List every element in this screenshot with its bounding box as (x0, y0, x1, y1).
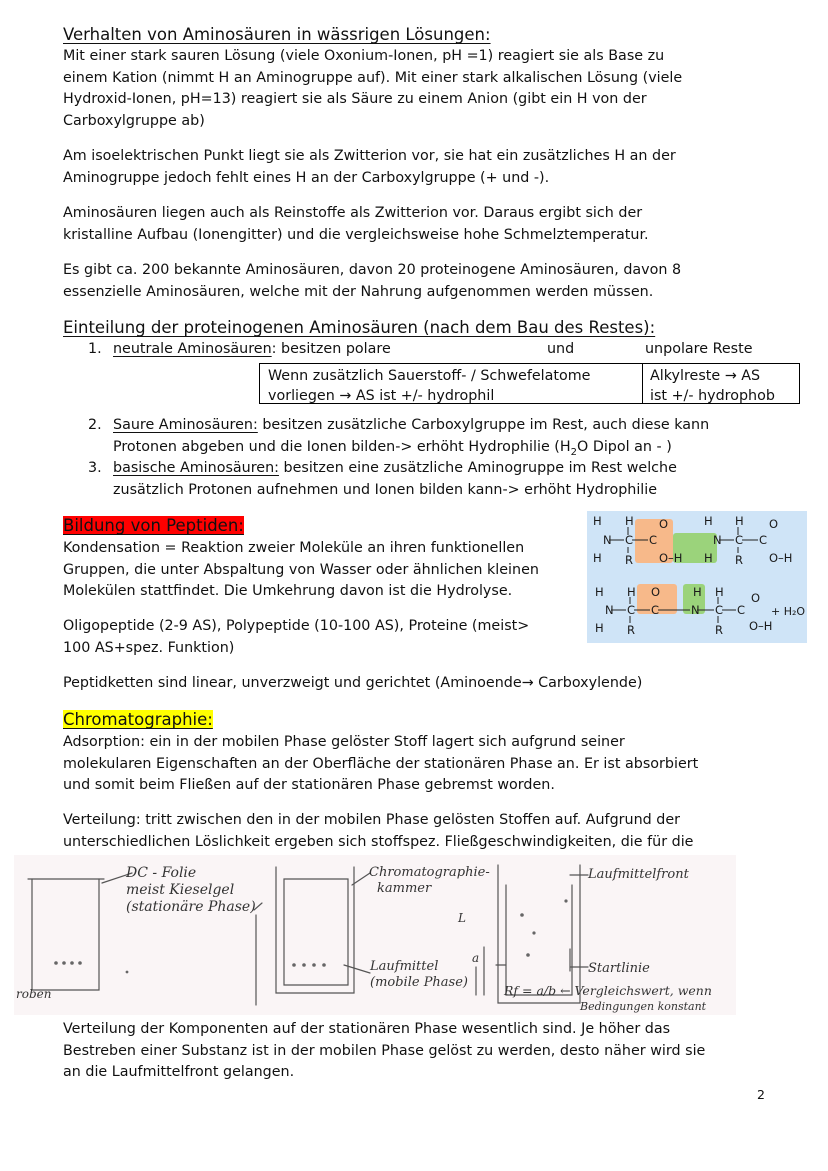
link-neutrale-aminosaeuren: neutrale Aminosäuren (113, 341, 272, 357)
heading-verhalten: Verhalten von Aminosäuren in wässrigen Lösungen: (63, 25, 491, 44)
label-laufmittelfront: Laufmittelfront (588, 867, 689, 882)
text-line: Carboxylgruppe ab) (63, 112, 205, 129)
text-line: Alkylreste → AS (650, 368, 761, 384)
text-line: kammer (377, 881, 432, 896)
text: O Dipol an - ) (577, 438, 672, 455)
atom-label: N (603, 533, 612, 547)
atom-label: N (605, 603, 614, 617)
table-cell-hydrophob (642, 363, 800, 404)
atom-label: C (715, 603, 724, 617)
paragraph-verteilung (63, 810, 763, 853)
table-cell-hydrophil (259, 363, 643, 404)
atom-label: H (715, 585, 724, 599)
label-mark-l: L (458, 911, 466, 925)
atom-label: C (737, 603, 746, 617)
text-line: 100 AS+spez. Funktion) (63, 639, 235, 656)
label-bedingungen: Bedingungen konstant (580, 1000, 707, 1013)
label-rf-formula: Rf = a/b ← Vergleichswert, wenn (504, 983, 712, 998)
atom-label: R (735, 553, 743, 567)
label-laufmittel (370, 959, 468, 991)
list-number: 2. (88, 417, 102, 433)
atom-label: H (627, 585, 636, 599)
peptide-bond-illustration (587, 511, 807, 643)
paragraph-reinstoffe (63, 203, 763, 246)
text-line: Aminogruppe jedoch fehlt eines H an der Carboxylgruppe (+ und -). (63, 169, 550, 186)
atom-label: O (769, 517, 779, 531)
text-unpolare-reste: unpolare Reste (645, 341, 753, 357)
heading-text: Chromatographie: (63, 710, 213, 729)
text-line: ist +/- hydrophob (650, 388, 775, 404)
text-line: Gruppen, die unter Abspaltung von Wasser oder ähnlichen kleinen (63, 561, 539, 578)
heading-text: Bildung von Peptiden: (63, 516, 244, 535)
text-line: Laufmittel (370, 959, 439, 974)
atom-label: C (759, 533, 768, 547)
atom-label: C (649, 533, 658, 547)
text-line: Kondensation = Reaktion zweier Moleküle an ihren funktionellen (63, 540, 525, 556)
paragraph-saure-alkalische (63, 46, 763, 132)
bond-lines (587, 511, 807, 643)
atom-label: H (593, 551, 602, 565)
text-und: und (547, 341, 575, 357)
paragraph-verteilung-fortsetzung (63, 1019, 763, 1084)
text-line: Hydroxid-Ionen, pH=13) reagiert sie als Säure zu einem Anion (gibt ein H von der (63, 91, 647, 107)
text: : besitzen polare (271, 341, 391, 357)
text-line: (mobile Phase) (370, 975, 468, 990)
text-line: (stationäre Phase) (126, 899, 256, 915)
paragraph-adsorption (63, 732, 763, 797)
list-item-basische (88, 458, 788, 501)
text-line: Wenn zusätzlich Sauerstoff- / Schwefelatome (268, 368, 591, 384)
atom-label: O–H (769, 551, 793, 565)
text-line: Bestreben einer Substanz ist in der mobilen Phase gelöst zu werden, desto näher wird sie (63, 1042, 706, 1059)
text-line: molekularen Eigenschaften an der Oberfläche der stationären Phase an. Er ist absorbiert (63, 755, 699, 772)
atom-label: N (691, 603, 700, 617)
text: zusätzlich Protonen aufnehmen und Ionen bilden kann-> erhöht Hydrophilie (113, 481, 658, 498)
atom-label: O (751, 591, 761, 605)
water-label: + H₂O (771, 605, 806, 618)
text-line: Chromatographie- (369, 865, 490, 880)
paragraph-isoelektrisch (63, 146, 763, 189)
text-line: unterschiedlichen Löslichkeit ergeben sich stoffspez. Fließgeschwindigkeiten, die für die (63, 833, 694, 850)
atom-label: H (704, 551, 713, 565)
text-line: Verteilung der Komponenten auf der stationären Phase wesentlich sind. Je höher das (63, 1021, 671, 1037)
atom-label: C (627, 603, 636, 617)
text-line: Molekülen stattfindet. Die Umkehrung davon ist die Hydrolyse. (63, 583, 513, 599)
atom-label: N (713, 533, 722, 547)
atom-label: H (735, 514, 744, 528)
subscript: 2 (570, 446, 578, 458)
atom-label: H (693, 585, 702, 599)
atom-label: H (704, 514, 713, 528)
label-startlinie: Startlinie (588, 961, 650, 976)
atom-label: C (651, 603, 660, 617)
paragraph-kondensation (63, 538, 583, 603)
text: besitzen zusätzliche Carboxylgruppe im Rest, auch diese kann (257, 417, 710, 433)
atom-label: C (735, 533, 744, 547)
list-item-saure (88, 415, 788, 463)
text: besitzen eine zusätzliche Aminogruppe im Rest welche (278, 460, 677, 476)
text-line: und somit beim Fließen auf der stationären Phase gebremst worden. (63, 777, 555, 793)
atom-label: C (625, 533, 634, 547)
text-line: essenzielle Aminosäuren, welche mit der Nahrung aufgenommen werden müssen. (63, 283, 654, 300)
label-chromatographiekammer (369, 865, 490, 897)
heading-chromatographie (63, 709, 213, 731)
text-line: vorliegen → AS ist +/- hydrophil (268, 388, 495, 404)
text-line: einem Kation (nimmt H an Aminogruppe auf). Mit einer stark alkalischen Lösung (viele (63, 69, 683, 86)
text-line: DC - Folie (126, 865, 197, 881)
atom-label: O (651, 585, 661, 599)
text-line: meist Kieselgel (126, 882, 235, 898)
link-basische-aminosaeuren: basische Aminosäuren: (113, 460, 279, 476)
text: Protonen abgeben und die Ionen bilden-> erhöht Hydrophilie (H (113, 438, 571, 455)
link-saure-aminosaeuren: Saure Aminosäuren: (113, 417, 258, 433)
label-proben: roben (16, 987, 52, 1001)
text-line: kristalline Aufbau (Ionengitter) und die vergleichsweise hohe Schmelztemperatur. (63, 226, 649, 243)
text-line: Am isoelektrischen Punkt liegt sie als Zwitterion vor, sie hat ein zusätzliches H an der (63, 148, 676, 164)
paragraph-peptidarten (63, 616, 583, 659)
atom-label: O–H (749, 619, 773, 633)
atom-label: H (595, 585, 604, 599)
list-number: 1. (88, 341, 102, 357)
text-line: an die Laufmittelfront gelangen. (63, 1064, 295, 1080)
atom-label: R (627, 623, 635, 637)
label-dc-folie (126, 865, 256, 916)
chromatography-sketch (14, 855, 736, 1015)
atom-label: O (659, 517, 669, 531)
page-number: 2 (757, 1087, 765, 1102)
text-line: Es gibt ca. 200 bekannte Aminosäuren, davon 20 proteinogene Aminosäuren, davon 8 (63, 262, 682, 278)
atom-label: H (593, 514, 602, 528)
atom-label: R (625, 553, 633, 567)
atom-label: H (625, 514, 634, 528)
heading-peptide (63, 515, 244, 537)
heading-einteilung: Einteilung der proteinogenen Aminosäuren (nach dem Bau des Restes): (63, 318, 656, 337)
atom-label: R (715, 623, 723, 637)
text-line: Adsorption: ein in der mobilen Phase gelöster Stoff lagert sich aufgrund seiner (63, 734, 625, 750)
paragraph-peptidketten: Peptidketten sind linear, unverzweigt und gerichtet (Aminoende→ Carboxylende) (63, 675, 643, 691)
list-number: 3. (88, 460, 102, 476)
paragraph-anzahl (63, 260, 763, 303)
text-line: Verteilung: tritt zwischen den in der mobilen Phase gelösten Stoffen auf. Aufgrund der (63, 812, 681, 828)
atom-label: O–H (659, 551, 683, 565)
text-line: Aminosäuren liegen auch als Reinstoffe als Zwitterion vor. Daraus ergibt sich der (63, 205, 643, 221)
atom-label: H (595, 621, 604, 635)
label-mark-a: a (472, 951, 480, 965)
text-line: Oligopeptide (2-9 AS), Polypeptide (10-100 AS), Proteine (meist> (63, 618, 530, 634)
text-line: Mit einer stark sauren Lösung (viele Oxonium-Ionen, pH =1) reagiert sie als Base zu (63, 48, 665, 64)
